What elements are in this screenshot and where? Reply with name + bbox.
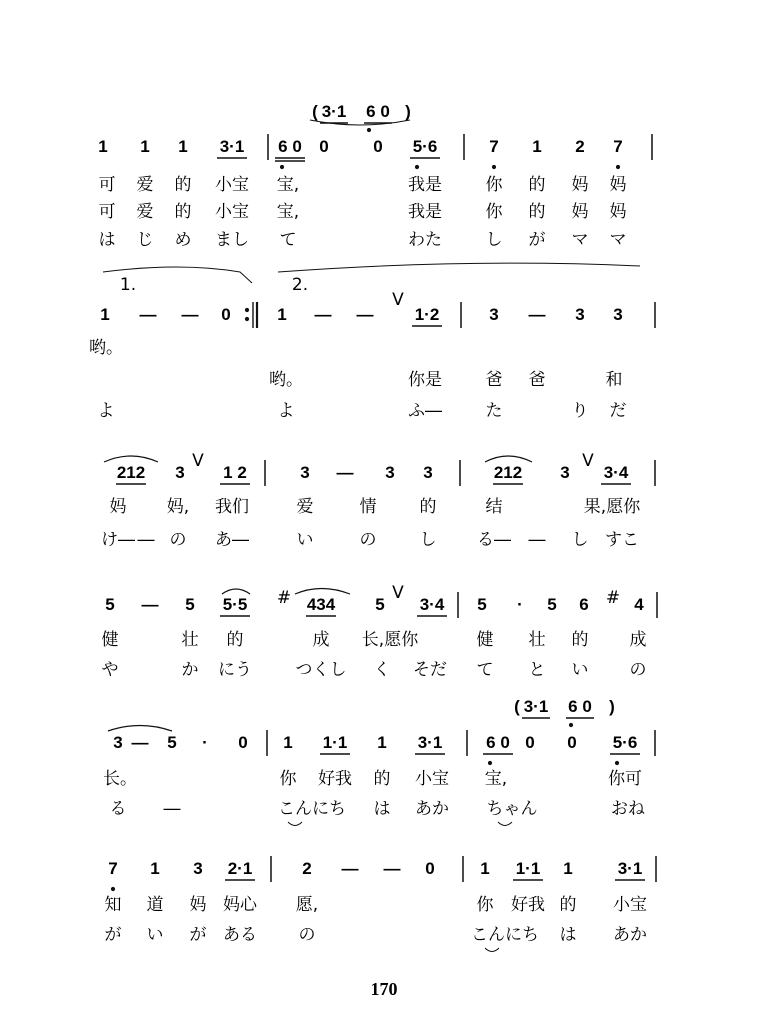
note: 1·1 [322,733,348,752]
lyric: 情 [359,497,377,517]
lyric: ある [223,925,257,945]
system-6 [105,856,657,945]
octave-dot [616,165,620,169]
lyric: まし [215,230,249,250]
note: · [517,595,523,614]
lyric: 可 [98,175,116,195]
bracket-note: 6 0 [568,697,592,716]
lyric: 妈心 [223,895,257,915]
lyric: 我是 [408,202,442,222]
lyric: し [485,230,503,250]
lyric: 你 [476,895,494,915]
lyric: 妈 [571,202,589,222]
slur [498,822,512,826]
lyric: 壮 [528,630,546,650]
bracket-note: ( [514,697,520,716]
note: 1 2 [223,463,247,482]
lyric: すこ [605,530,639,550]
repeat-dot [245,317,249,321]
lyric: 爱 [136,175,154,195]
page-number: 170 [370,979,398,999]
note: 1 [532,137,542,156]
note: 0 [221,305,231,324]
note: 0 [567,733,577,752]
note: 0 [319,137,329,156]
note: 1 [480,859,490,878]
lyric: し [419,530,437,550]
lyric: 哟。 [269,370,303,390]
lyric: 妈, [166,497,190,517]
note: — [383,859,401,878]
lyric: 哟。 [89,338,123,358]
lyric: よ [97,401,115,421]
lyric: 小宝 [215,175,249,195]
lyric: 你可 [608,769,642,789]
lyric: ― [528,530,546,550]
lyric: 爱 [296,497,314,517]
note: 5·6 [412,137,438,156]
lyric: 你 [279,769,297,789]
sharp-sign: # [605,588,621,608]
lyric: 宝, [276,202,300,222]
lyric: 的 [528,175,546,195]
slur [288,822,302,826]
lyric: の [298,925,316,945]
note: 1 [283,733,293,752]
lyric: 健 [476,630,494,650]
note: 0 [373,137,383,156]
note: 7 [108,859,118,878]
lyric: わた [408,230,442,250]
note: 1 [178,137,188,156]
lyric: 小宝 [215,202,249,222]
note: 1·1 [515,859,541,878]
lyric: おね [611,799,645,819]
lyric: 的 [373,769,391,789]
system-4 [102,583,658,680]
lyric: 妈 [109,497,127,517]
lyric: 妈 [571,175,589,195]
octave-dot [615,761,619,765]
lyric: と [528,660,546,680]
octave-dot [488,761,492,765]
lyric: し [571,530,589,550]
system-5 [103,697,655,819]
note: 1 [563,859,573,878]
note: 3·1 [417,733,443,752]
lyric: は [373,799,391,819]
lyric: 的 [528,202,546,222]
note: 6 0 [278,137,302,156]
lyric: 妈 [609,175,627,195]
lyric: ― [137,530,155,550]
note: — [341,859,359,878]
breath-mark: V [392,583,404,603]
lyric: 成 [629,630,647,650]
lyric: 我是 [408,175,442,195]
bracket-note: 3·1 [321,102,347,121]
note: 3 [300,463,310,482]
note: 6 [579,595,589,614]
lyric: 爱 [136,202,154,222]
volta-2-bracket [278,263,640,272]
slur [222,589,250,594]
lyric: る― [477,530,511,550]
lyric: 的 [419,497,437,517]
note: 1 [377,733,387,752]
lyric: 和 [605,370,623,390]
lyric: 的 [226,630,244,650]
lyric: 可 [98,202,116,222]
note: 5 [477,595,487,614]
lyric: 的 [174,202,192,222]
lyric: 妈 [609,202,627,222]
note: — [181,305,199,324]
note: 5·6 [612,733,638,752]
note: 5 [185,595,195,614]
lyric: る [109,799,127,819]
lyric: マ [609,230,627,250]
slur [295,589,350,595]
volta-1-label: 1. [119,275,137,295]
bracket-note: 3·1 [523,697,549,716]
note: 3 [113,733,123,752]
lyric: 宝, [276,175,300,195]
note: 434 [306,595,336,614]
note: 0 [238,733,248,752]
note: — [528,305,546,324]
lyric: 好我 [511,895,545,915]
lyric: が [528,230,546,250]
lyric: 宝, [484,769,508,789]
note: 3 [489,305,499,324]
lyric: が [104,925,122,945]
bracket-note: ) [405,102,411,121]
note: 0 [525,733,535,752]
bracket-note: 6 0 [366,102,390,121]
note: — [314,305,332,324]
note: 212 [116,463,146,482]
lyric: 小宝 [415,769,449,789]
note: 0 [425,859,435,878]
octave-dot [492,165,496,169]
note: 6 0 [486,733,510,752]
lyric: く [373,660,391,680]
note: 3·1 [219,137,245,156]
lyric: 你 [485,202,503,222]
note: 3 [385,463,395,482]
lyric: そだ [413,660,447,680]
note: 3 [175,463,185,482]
octave-dot [111,887,115,891]
note: 5 [167,733,177,752]
note: 5·5 [222,595,248,614]
lyric: か [181,660,199,680]
lyric: い [571,660,589,680]
lyric: 道 [146,895,164,915]
lyric: は [98,230,116,250]
slur [485,948,499,952]
octave-dot [367,128,371,132]
lyric: け― [101,530,135,550]
lyric: 你是 [408,370,442,390]
octave-dot [280,165,284,169]
note: 1 [140,137,150,156]
lyric: 健 [101,630,119,650]
sharp-sign: # [276,588,292,608]
lyric: 爸 [528,370,546,390]
lyric: 爸 [485,370,503,390]
lyric: 结 [485,497,503,517]
breath-mark: V [392,290,404,310]
note: 3 [560,463,570,482]
note: 4 [634,595,644,614]
repeat-dot [245,308,249,312]
octave-dot [415,165,419,169]
breath-mark: V [192,451,204,471]
lyric: や [101,660,119,680]
system-2 [89,263,655,421]
lyric: 果,愿你 [583,497,641,517]
note: 2·1 [227,859,253,878]
bracket-note: ( [312,102,318,121]
lyric: よ [277,401,295,421]
note: 2 [302,859,312,878]
lyric: 我们 [215,497,249,517]
note: 1 [98,137,108,156]
lyric: ― [163,799,181,819]
lyric: の [359,530,377,550]
note: 5 [375,595,385,614]
lyric: じ [136,230,154,250]
lyric: 的 [571,630,589,650]
lyric: が [189,925,207,945]
note: 7 [489,137,499,156]
lyric: マ [571,230,589,250]
lyric: だ [609,401,627,421]
note: 1 [277,305,287,324]
slur [485,456,532,462]
note: 1 [150,859,160,878]
lyric: にう [218,660,252,680]
lyric: り [571,401,589,421]
note: 3·4 [419,595,445,614]
lyric: は [559,925,577,945]
lyric: つくし [295,660,347,680]
lyric: 妈 [189,895,207,915]
lyric: 的 [174,175,192,195]
note: 5 [105,595,115,614]
slur [104,456,158,462]
lyric: 壮 [181,630,199,650]
bracket-note: ) [609,697,615,716]
note: 1·2 [414,305,440,324]
note: 3·1 [617,859,643,878]
lyric: こんにち [471,925,539,945]
volta-2-label: 2. [291,275,309,295]
note: 3 [193,859,203,878]
octave-dot [569,723,573,727]
breath-mark: V [582,451,594,471]
lyric: こんにち [278,799,346,819]
lyric: て [279,230,297,250]
note: — [139,305,157,324]
note: 2 [575,137,585,156]
note: 3·4 [603,463,629,482]
lyric: 长,愿你 [361,630,419,650]
note: 3 [575,305,585,324]
lyric: の [629,660,647,680]
lyric: め [174,230,192,250]
note: · [202,733,208,752]
lyric: て [476,660,494,680]
lyric: 长。 [103,769,137,789]
lyric: い [296,530,314,550]
slur [108,726,172,732]
lyric: 小宝 [613,895,647,915]
lyric: あか [613,925,647,945]
lyric: 知 [104,895,122,915]
note: — [141,595,159,614]
lyric: ふ― [408,401,442,421]
lyric: あか [415,799,449,819]
note: 7 [613,137,623,156]
lyric: 的 [559,895,577,915]
lyric: あ― [215,530,249,550]
note: 212 [493,463,523,482]
note: — [336,463,354,482]
lyric: 好我 [318,769,352,789]
note: 5 [547,595,557,614]
note: — [131,733,149,752]
note: 3 [423,463,433,482]
lyric: た [485,401,503,421]
lyric: い [146,925,164,945]
note: 3 [613,305,623,324]
lyric: 你 [485,175,503,195]
lyric: の [169,530,187,550]
system-3 [101,451,655,550]
note: — [356,305,374,324]
note: 1 [100,305,110,324]
lyric: ちゃん [486,799,538,819]
lyric: 成 [312,630,330,650]
lyric: 愿, [295,895,319,915]
